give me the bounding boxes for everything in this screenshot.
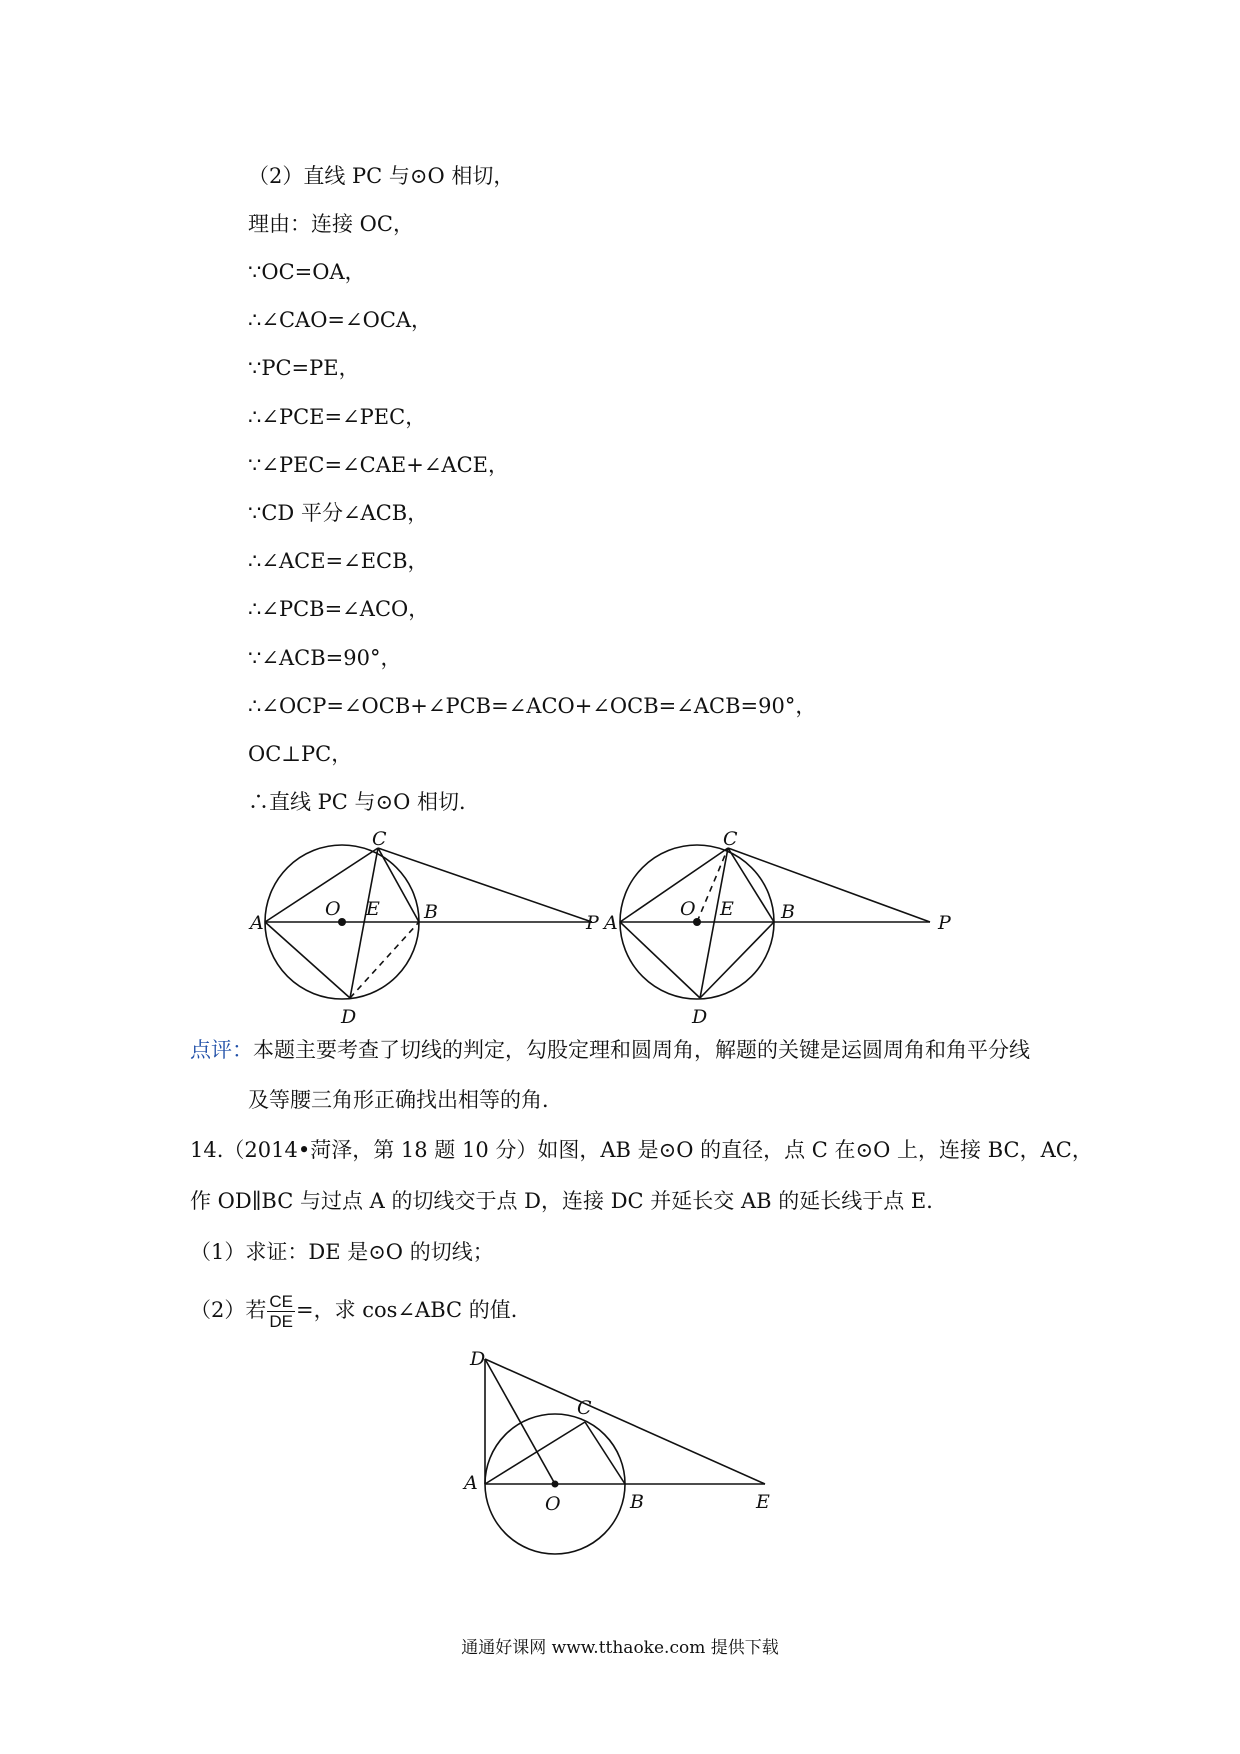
proof-line: 理由：连接 OC， xyxy=(248,212,414,236)
label-A: A xyxy=(604,912,618,934)
label-A: A xyxy=(464,1472,478,1494)
proof-line: ∴∠ACE=∠ECB， xyxy=(248,549,429,573)
label-B: B xyxy=(781,901,795,923)
fraction-denominator: DE xyxy=(269,1312,293,1331)
label-D: D xyxy=(692,1006,708,1028)
label-D: D xyxy=(341,1006,357,1028)
comment-line-1 xyxy=(190,1036,1030,1064)
label-P: P xyxy=(586,912,599,934)
problem-14-line-1: 14.（2014•菏泽，第 18 题 10 分）如图，AB 是⊙O 的直径，点 C 在⊙O 上，连接 BC，AC， xyxy=(190,1138,1093,1162)
label-C: C xyxy=(577,1397,592,1419)
figure-problem-14 xyxy=(455,1345,795,1575)
label-E: E xyxy=(720,898,734,920)
label-C: C xyxy=(723,828,738,850)
comment-line-2: 及等腰三角形正确找出相等的角． xyxy=(248,1088,563,1112)
label-P: P xyxy=(938,912,951,934)
label-C: C xyxy=(372,828,387,850)
label-B: B xyxy=(630,1491,644,1513)
proof-heading: （2）直线 PC 与⊙O 相切， xyxy=(248,164,515,188)
label-E: E xyxy=(756,1491,770,1513)
figure-circle-tangent-1 xyxy=(240,825,620,1030)
proof-line: ∵CD 平分∠ACB， xyxy=(248,501,429,525)
label-D: D xyxy=(470,1348,486,1370)
label-A: A xyxy=(250,912,264,934)
proof-line: ∵∠PEC=∠CAE+∠ACE， xyxy=(248,453,509,477)
proof-line: ∴∠CAO=∠OCA， xyxy=(248,308,433,332)
proof-line: ∵∠ACB=90°， xyxy=(248,646,402,670)
q2-prefix: （2）若 xyxy=(190,1298,267,1322)
problem-14-question-2 xyxy=(190,1292,532,1331)
proof-line: ∴∠PCB=∠ACO， xyxy=(248,597,430,621)
proof-line: ∴∠OCP=∠OCB+∠PCB=∠ACO+∠OCB=∠ACB=90°， xyxy=(248,694,817,718)
label-B: B xyxy=(424,901,438,923)
proof-line: ∵PC=PE， xyxy=(248,356,360,380)
proof-line: ∵OC=OA， xyxy=(248,260,366,284)
figure-circle-tangent-2 xyxy=(600,825,980,1030)
fraction xyxy=(267,1292,295,1331)
comment-text: 本题主要考查了切线的判定，勾股定理和圆周角，解题的关键是运圆周角和角平分线 xyxy=(253,1038,1030,1062)
label-O: O xyxy=(325,898,341,920)
problem-14-question-1: （1）求证：DE 是⊙O 的切线； xyxy=(190,1240,494,1264)
label-O: O xyxy=(680,898,696,920)
problem-14-line-2: 作 OD∥BC 与过点 A 的切线交于点 D，连接 DC 并延长交 AB 的延长线于点 E． xyxy=(190,1189,948,1213)
label-O: O xyxy=(545,1493,561,1515)
label-E: E xyxy=(366,898,380,920)
q2-suffix: =，求 cos∠ABC 的值． xyxy=(296,1298,532,1322)
comment-label: 点评： xyxy=(190,1038,253,1062)
proof-line: ∴∠PCE=∠PEC， xyxy=(248,405,427,429)
proof-line: ∴直线 PC 与⊙O 相切． xyxy=(248,790,481,814)
proof-line: OC⊥PC， xyxy=(248,742,353,766)
fraction-numerator: CE xyxy=(269,1292,293,1311)
page-footer: 通通好课网 www.tthaoke.com 提供下载 xyxy=(461,1638,779,1658)
